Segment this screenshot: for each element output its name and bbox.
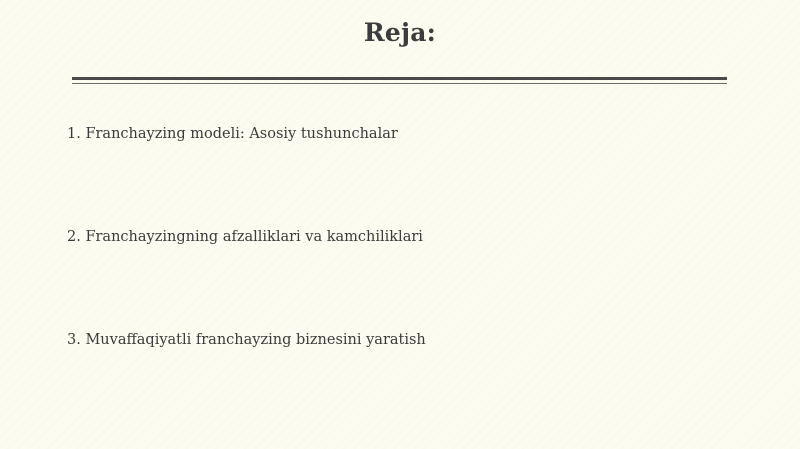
slide-title: Reja: (363, 18, 437, 47)
plan-item-1: 1. Franchayzing modeli: Asosiy tushunchalar (67, 126, 398, 142)
title-divider-thin (72, 83, 727, 84)
title-divider-thick (72, 77, 727, 80)
plan-item-3: 3. Muvaffaqiyatli franchayzing biznesini yaratish (67, 332, 426, 348)
plan-item-2: 2. Franchayzingning afzalliklari va kamchiliklari (67, 229, 423, 245)
